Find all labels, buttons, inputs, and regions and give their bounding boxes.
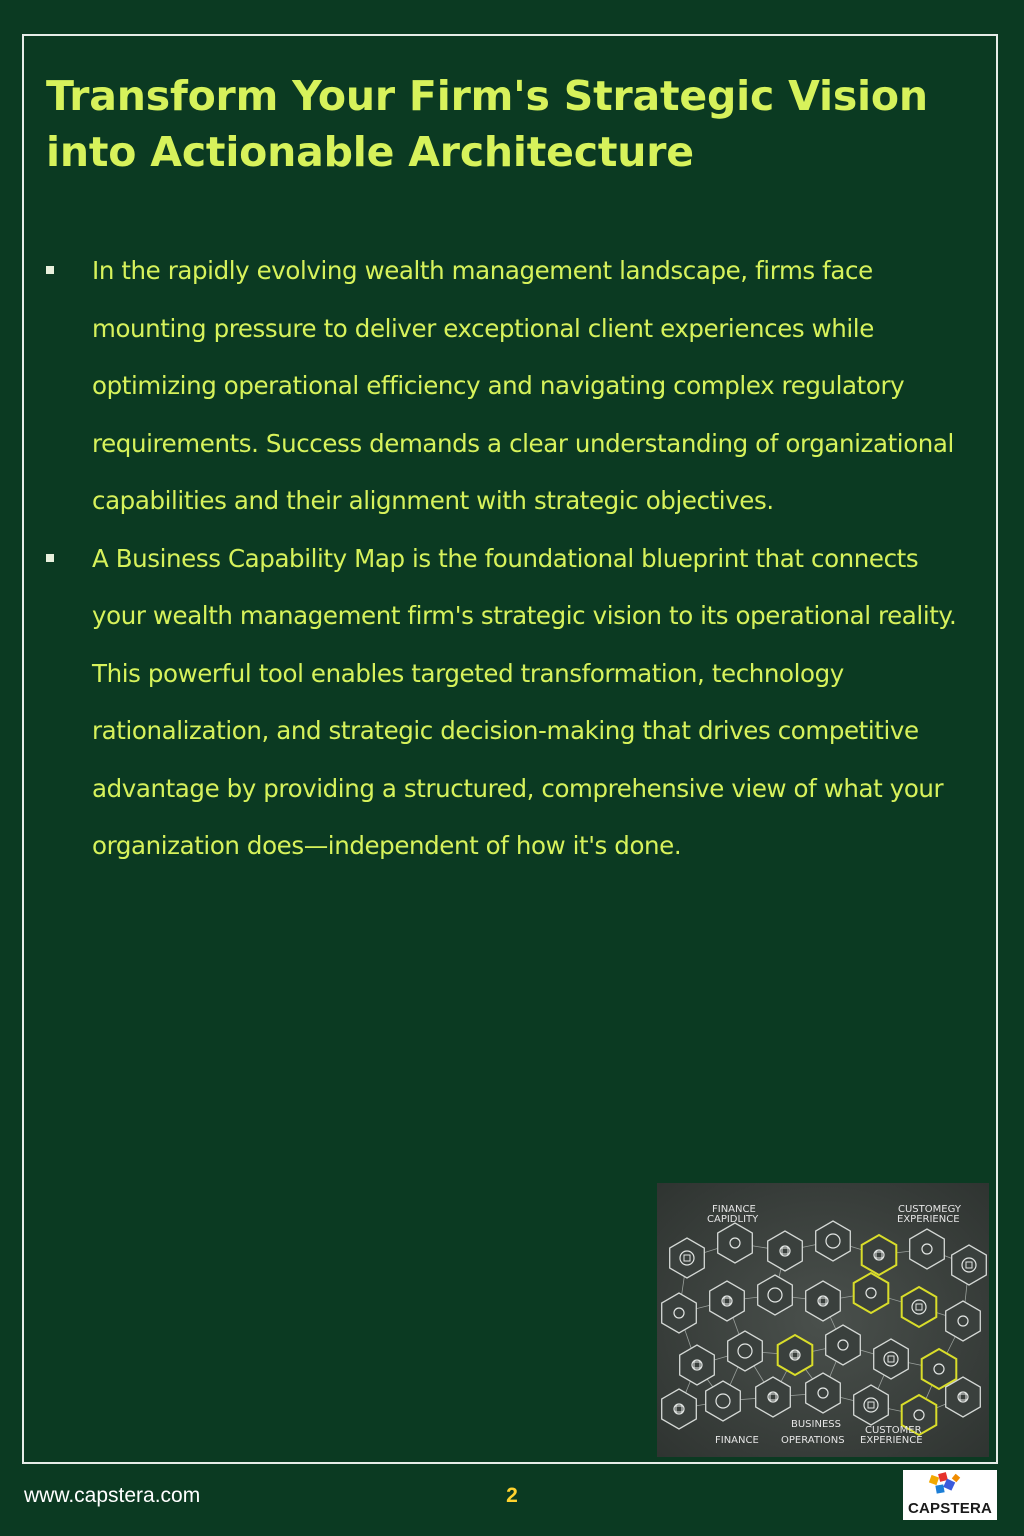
capability-hexagon [902, 1287, 937, 1327]
footer-url[interactable]: www.capstera.com [24, 1484, 201, 1507]
customer-experience-label: CUSTOMER [865, 1425, 922, 1436]
capability-map-graphic [657, 1183, 989, 1457]
customer-experience-label: EXPERIENCE [897, 1214, 960, 1225]
finance-capability-label: CAPIDLITY [707, 1214, 759, 1225]
finance-label: FINANCE [715, 1435, 759, 1446]
logo-mark-icon [903, 1470, 997, 1502]
finance-capability-label: FINANCE [712, 1204, 756, 1215]
business-operations-label: BUSINESS [791, 1419, 841, 1430]
bullet-text: A Business Capability Map is the foundational blueprint that connects your wealth management firm's strategic vision to its operational reality. This powerful tool enables targeted transformation, technology rationalization, and strategic decision-making that drives competitive advantage by providing a structured, comprehensive view of what your organization does—independent of how it's done. [92, 543, 957, 860]
bullet-list [46, 242, 976, 875]
capstera-logo [903, 1470, 997, 1520]
capability-map-illustration [657, 1183, 989, 1457]
capability-hexagon [922, 1349, 957, 1389]
customer-experience-label: CUSTOMEGY [898, 1204, 961, 1215]
customer-experience-label: EXPERIENCE [860, 1435, 923, 1446]
page-number: 2 [506, 1484, 518, 1507]
square-bullet-icon [46, 266, 54, 274]
logo-text: CAPSTERA [907, 1500, 993, 1517]
page-title: Transform Your Firm's Strategic Vision into Actionable Architecture [46, 72, 928, 176]
capability-hexagon [778, 1335, 813, 1375]
square-bullet-icon [46, 554, 54, 562]
bullet-item [46, 242, 976, 530]
bullet-text: In the rapidly evolving wealth management landscape, firms face mounting pressure to deliver exceptional client experiences while optimizing operational efficiency and navigating complex regulatory requirements. Success demands a clear understanding of organizational capabilities and their alignment with strategic objectives. [92, 256, 954, 515]
capability-hexagon [854, 1273, 889, 1313]
bullet-item [46, 530, 976, 875]
capability-hexagon [862, 1235, 897, 1275]
business-operations-label: OPERATIONS [781, 1435, 845, 1446]
